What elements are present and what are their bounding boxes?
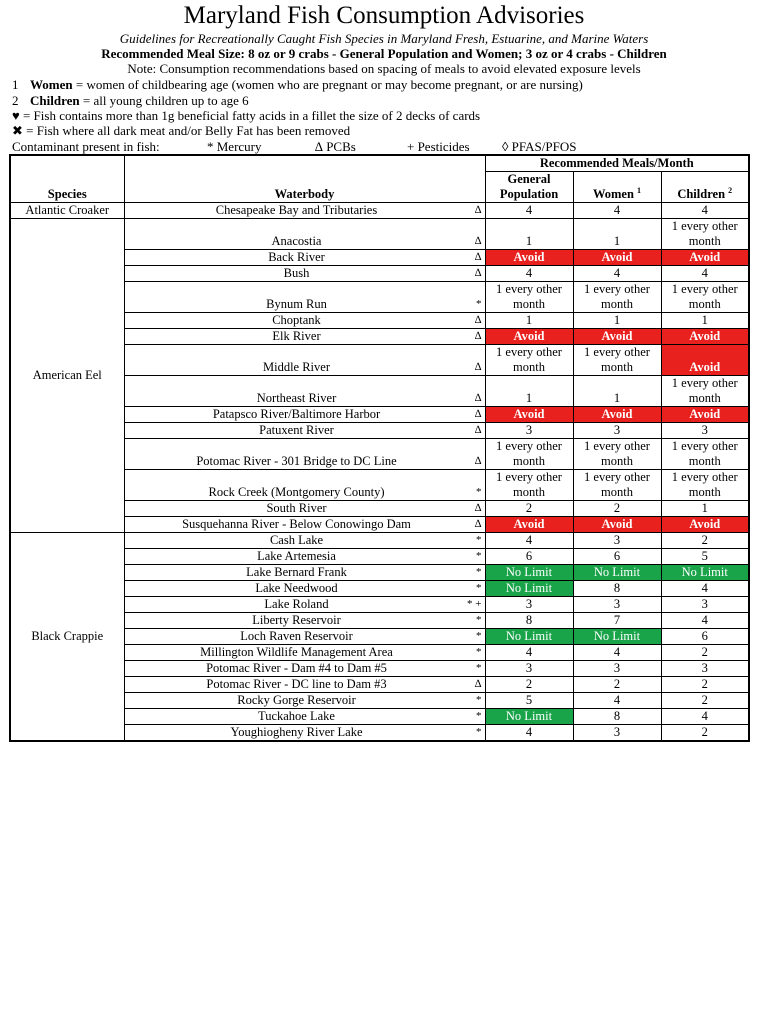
children-cell: Avoid xyxy=(661,517,749,533)
general-population-cell: 1 every other month xyxy=(485,282,573,313)
children-cell: Avoid xyxy=(661,329,749,345)
general-population-cell: 4 xyxy=(485,725,573,742)
waterbody-name: Potomac River - Dam #4 to Dam #5 xyxy=(206,661,387,675)
general-population-cell: No Limit xyxy=(485,581,573,597)
general-population-cell: 2 xyxy=(485,677,573,693)
species-cell: American Eel xyxy=(10,219,124,533)
children-cell: 1 every other month xyxy=(661,282,749,313)
contaminant-symbol: * xyxy=(476,694,482,706)
general-population-cell: Avoid xyxy=(485,250,573,266)
contaminant-symbol: ∆ xyxy=(474,330,482,342)
women-cell: 1 every other month xyxy=(573,345,661,376)
general-population-cell: 1 every other month xyxy=(485,345,573,376)
legend-marker: 2 xyxy=(12,93,19,108)
general-population-cell: 1 xyxy=(485,219,573,250)
women-cell: 4 xyxy=(573,203,661,219)
women-cell: 1 xyxy=(573,313,661,329)
waterbody-cell xyxy=(124,549,485,565)
women-cell: 3 xyxy=(573,597,661,613)
waterbody-name: Millington Wildlife Management Area xyxy=(200,645,393,659)
meals-group-header: Recommended Meals/Month xyxy=(485,155,749,172)
children-superscript: 2 xyxy=(728,185,733,195)
contaminant-symbol: * xyxy=(476,630,482,642)
waterbody-name: Cash Lake xyxy=(269,533,324,547)
general-population-cell: 5 xyxy=(485,693,573,709)
general-population-cell: 1 every other month xyxy=(485,470,573,501)
advisory-table xyxy=(9,154,750,742)
waterbody-cell xyxy=(124,501,485,517)
table-row xyxy=(10,533,749,549)
women-cell: 2 xyxy=(573,501,661,517)
waterbody-name: Lake Roland xyxy=(264,597,329,611)
waterbody-name: Rock Creek (Montgomery County) xyxy=(208,485,385,499)
women-cell: 8 xyxy=(573,581,661,597)
pcbs-key: ∆ PCBs xyxy=(315,139,356,154)
page-title: Maryland Fish Consumption Advisories xyxy=(183,2,585,29)
contaminant-symbol: ∆ xyxy=(474,502,482,514)
women-cell: No Limit xyxy=(573,565,661,581)
contaminant-symbol: * xyxy=(476,662,482,674)
contaminant-symbol: ∆ xyxy=(474,392,482,404)
waterbody-cell xyxy=(124,203,485,219)
women-cell: Avoid xyxy=(573,250,661,266)
waterbody-name: Potomac River - DC line to Dam #3 xyxy=(206,677,387,691)
contaminant-symbol: ∆ xyxy=(474,408,482,420)
table-row xyxy=(10,219,749,250)
contaminant-symbol: * xyxy=(476,550,482,562)
women-cell: 1 every other month xyxy=(573,282,661,313)
children-cell: 2 xyxy=(661,645,749,661)
children-cell: Avoid xyxy=(661,345,749,376)
general-population-cell: Avoid xyxy=(485,407,573,423)
mercury-key: * Mercury xyxy=(207,139,262,154)
waterbody-name: Tuckahoe Lake xyxy=(258,709,335,723)
waterbody-name: Chesapeake Bay and Tributaries xyxy=(215,203,378,217)
children-cell: 4 xyxy=(661,266,749,282)
legend-women xyxy=(12,77,583,92)
waterbody-cell xyxy=(124,517,485,533)
contaminant-symbol: ∆ xyxy=(474,314,482,326)
waterbody-name: Patapsco River/Baltimore Harbor xyxy=(212,407,381,421)
women-cell: 1 every other month xyxy=(573,439,661,470)
general-population-cell: 2 xyxy=(485,501,573,517)
contaminant-symbol: * xyxy=(476,298,482,310)
contaminant-symbol: * xyxy=(476,726,482,738)
general-population-cell: 4 xyxy=(485,266,573,282)
waterbody-name: Back River xyxy=(268,250,325,264)
contaminant-symbol: * + xyxy=(467,598,482,610)
women-cell: 6 xyxy=(573,549,661,565)
waterbody-cell xyxy=(124,470,485,501)
children-cell: Avoid xyxy=(661,407,749,423)
women-cell: 3 xyxy=(573,661,661,677)
waterbody-cell xyxy=(124,709,485,725)
children-cell: 3 xyxy=(661,597,749,613)
women-superscript: 1 xyxy=(637,185,642,195)
general-population-cell: 6 xyxy=(485,549,573,565)
legend-fatty-acids xyxy=(12,108,480,123)
general-population-cell: 8 xyxy=(485,613,573,629)
legend-term: Women xyxy=(30,77,73,92)
women-cell: Avoid xyxy=(573,517,661,533)
waterbody-cell xyxy=(124,677,485,693)
contaminant-symbol: * xyxy=(476,646,482,658)
waterbody-cell xyxy=(124,266,485,282)
waterbody-cell xyxy=(124,645,485,661)
women-cell: No Limit xyxy=(573,629,661,645)
children-header-label: Children xyxy=(677,187,726,201)
contaminant-symbol: ∆ xyxy=(474,518,482,530)
legend-text: = women of childbearing age (women who are pregnant or may become pregnant, or are nursing) xyxy=(72,77,583,92)
waterbody-name: Susquehanna River - Below Conowingo Dam xyxy=(182,517,411,531)
general-population-cell: No Limit xyxy=(485,629,573,645)
women-cell: 1 every other month xyxy=(573,470,661,501)
waterbody-name: Choptank xyxy=(272,313,321,327)
contaminant-symbol: ∆ xyxy=(474,361,482,373)
waterbody-cell xyxy=(124,661,485,677)
children-cell: 2 xyxy=(661,693,749,709)
contaminant-symbol: * xyxy=(476,486,482,498)
general-population-cell: 3 xyxy=(485,423,573,439)
contaminant-symbol: * xyxy=(476,566,482,578)
waterbody-cell xyxy=(124,313,485,329)
waterbody-name: Potomac River - 301 Bridge to DC Line xyxy=(196,454,397,468)
contaminant-symbol: ∆ xyxy=(474,455,482,467)
women-cell: 7 xyxy=(573,613,661,629)
waterbody-header: Waterbody xyxy=(124,155,485,203)
waterbody-name: Middle River xyxy=(262,360,330,374)
waterbody-name: Patuxent River xyxy=(259,423,334,437)
waterbody-cell xyxy=(124,439,485,470)
children-cell: 5 xyxy=(661,549,749,565)
waterbody-cell xyxy=(124,329,485,345)
women-cell: 1 xyxy=(573,219,661,250)
children-cell: No Limit xyxy=(661,565,749,581)
waterbody-name: Bynum Run xyxy=(266,297,327,311)
pesticides-key: + Pesticides xyxy=(407,139,470,154)
waterbody-cell xyxy=(124,219,485,250)
legend-text: = Fish contains more than 1g beneficial fatty acids in a fillet the size of 2 decks of cards xyxy=(19,108,481,123)
children-cell: 1 xyxy=(661,313,749,329)
children-cell: 2 xyxy=(661,677,749,693)
women-cell: 8 xyxy=(573,709,661,725)
heart-icon: ♥ xyxy=(12,108,20,123)
women-header-label: Women xyxy=(592,187,634,201)
children-cell: 1 every other month xyxy=(661,470,749,501)
children-cell: 3 xyxy=(661,423,749,439)
waterbody-name: Elk River xyxy=(272,329,321,343)
children-cell: 4 xyxy=(661,203,749,219)
waterbody-cell xyxy=(124,565,485,581)
contaminant-symbol: ∆ xyxy=(474,204,482,216)
general-population-cell: 3 xyxy=(485,661,573,677)
legend-children xyxy=(12,93,249,108)
women-cell: Avoid xyxy=(573,407,661,423)
children-cell: 4 xyxy=(661,709,749,725)
general-population-cell: 1 every other month xyxy=(485,439,573,470)
general-population-cell: 1 xyxy=(485,313,573,329)
waterbody-cell xyxy=(124,282,485,313)
waterbody-cell xyxy=(124,250,485,266)
waterbody-cell xyxy=(124,345,485,376)
contaminant-symbol: * xyxy=(476,534,482,546)
waterbody-cell xyxy=(124,629,485,645)
legend-term: Children xyxy=(30,93,80,108)
waterbody-name: Lake Artemesia xyxy=(257,549,336,563)
waterbody-cell xyxy=(124,613,485,629)
contaminant-symbol: ∆ xyxy=(474,251,482,263)
contaminant-symbol: * xyxy=(476,614,482,626)
waterbody-cell xyxy=(124,533,485,549)
meal-size-note: Recommended Meal Size: 8 oz or 9 crabs - General Population and Women; 3 oz or 4 crabs - Children xyxy=(101,46,667,61)
general-population-cell: No Limit xyxy=(485,709,573,725)
page-subtitle: Guidelines for Recreationally Caught Fish Species in Maryland Fresh, Estuarine, and Marine Waters xyxy=(119,31,649,46)
contaminant-label: Contaminant present in fish: xyxy=(12,139,160,154)
general-population-cell: 4 xyxy=(485,645,573,661)
general-population-cell: 1 xyxy=(485,376,573,407)
waterbody-cell xyxy=(124,693,485,709)
children-cell: 2 xyxy=(661,533,749,549)
contaminant-symbol: * xyxy=(476,710,482,722)
women-cell: 4 xyxy=(573,645,661,661)
children-cell: 1 xyxy=(661,501,749,517)
general-population-header: General Population xyxy=(485,172,573,203)
general-population-cell: 4 xyxy=(485,533,573,549)
waterbody-name: Rocky Gorge Reservoir xyxy=(237,693,356,707)
waterbody-name: Liberty Reservoir xyxy=(252,613,341,627)
contaminant-symbol: ∆ xyxy=(474,678,482,690)
general-population-cell: 3 xyxy=(485,597,573,613)
pfas-key: ◊ PFAS/PFOS xyxy=(502,139,577,154)
children-cell: Avoid xyxy=(661,250,749,266)
species-cell: Atlantic Croaker xyxy=(10,203,124,219)
children-cell: 3 xyxy=(661,661,749,677)
women-cell: 1 xyxy=(573,376,661,407)
legend-dark-meat xyxy=(12,123,350,138)
general-population-cell: 4 xyxy=(485,203,573,219)
waterbody-name: Anacostia xyxy=(271,234,322,248)
women-cell: 4 xyxy=(573,266,661,282)
legend-marker: 1 xyxy=(12,77,19,92)
women-cell: 3 xyxy=(573,725,661,742)
cross-icon: ✖ xyxy=(12,123,23,138)
species-header: Species xyxy=(10,155,124,203)
contaminant-symbol: ∆ xyxy=(474,267,482,279)
waterbody-cell xyxy=(124,407,485,423)
general-population-cell: Avoid xyxy=(485,517,573,533)
waterbody-cell xyxy=(124,423,485,439)
women-cell: 3 xyxy=(573,533,661,549)
waterbody-cell xyxy=(124,581,485,597)
waterbody-name: Lake Needwood xyxy=(255,581,338,595)
children-cell: 1 every other month xyxy=(661,376,749,407)
waterbody-name: Bush xyxy=(283,266,310,280)
waterbody-name: South River xyxy=(266,501,327,515)
waterbody-name: Northeast River xyxy=(256,391,337,405)
children-cell: 1 every other month xyxy=(661,219,749,250)
children-cell: 4 xyxy=(661,581,749,597)
women-cell: 4 xyxy=(573,693,661,709)
women-header xyxy=(573,172,661,203)
general-population-cell: Avoid xyxy=(485,329,573,345)
women-cell: Avoid xyxy=(573,329,661,345)
species-cell: Black Crappie xyxy=(10,533,124,742)
children-cell: 1 every other month xyxy=(661,439,749,470)
legend-text: = Fish where all dark meat and/or Belly Fat has been removed xyxy=(22,123,351,138)
children-header xyxy=(661,172,749,203)
contaminant-symbol: * xyxy=(476,582,482,594)
women-cell: 2 xyxy=(573,677,661,693)
children-cell: 4 xyxy=(661,613,749,629)
contaminant-symbol: ∆ xyxy=(474,424,482,436)
women-cell: 3 xyxy=(573,423,661,439)
legend-text: = all young children up to age 6 xyxy=(79,93,249,108)
children-cell: 2 xyxy=(661,725,749,742)
table-row xyxy=(10,203,749,219)
waterbody-name: Lake Bernard Frank xyxy=(246,565,347,579)
waterbody-cell xyxy=(124,725,485,742)
spacing-note: Note: Consumption recommendations based on spacing of meals to avoid elevated exposure levels xyxy=(127,61,641,76)
waterbody-name: Youghiogheny River Lake xyxy=(230,725,363,739)
waterbody-cell xyxy=(124,376,485,407)
waterbody-name: Loch Raven Reservoir xyxy=(240,629,353,643)
contaminant-symbol: ∆ xyxy=(474,235,482,247)
contaminant-legend xyxy=(12,139,576,154)
waterbody-cell xyxy=(124,597,485,613)
children-cell: 6 xyxy=(661,629,749,645)
general-population-cell: No Limit xyxy=(485,565,573,581)
